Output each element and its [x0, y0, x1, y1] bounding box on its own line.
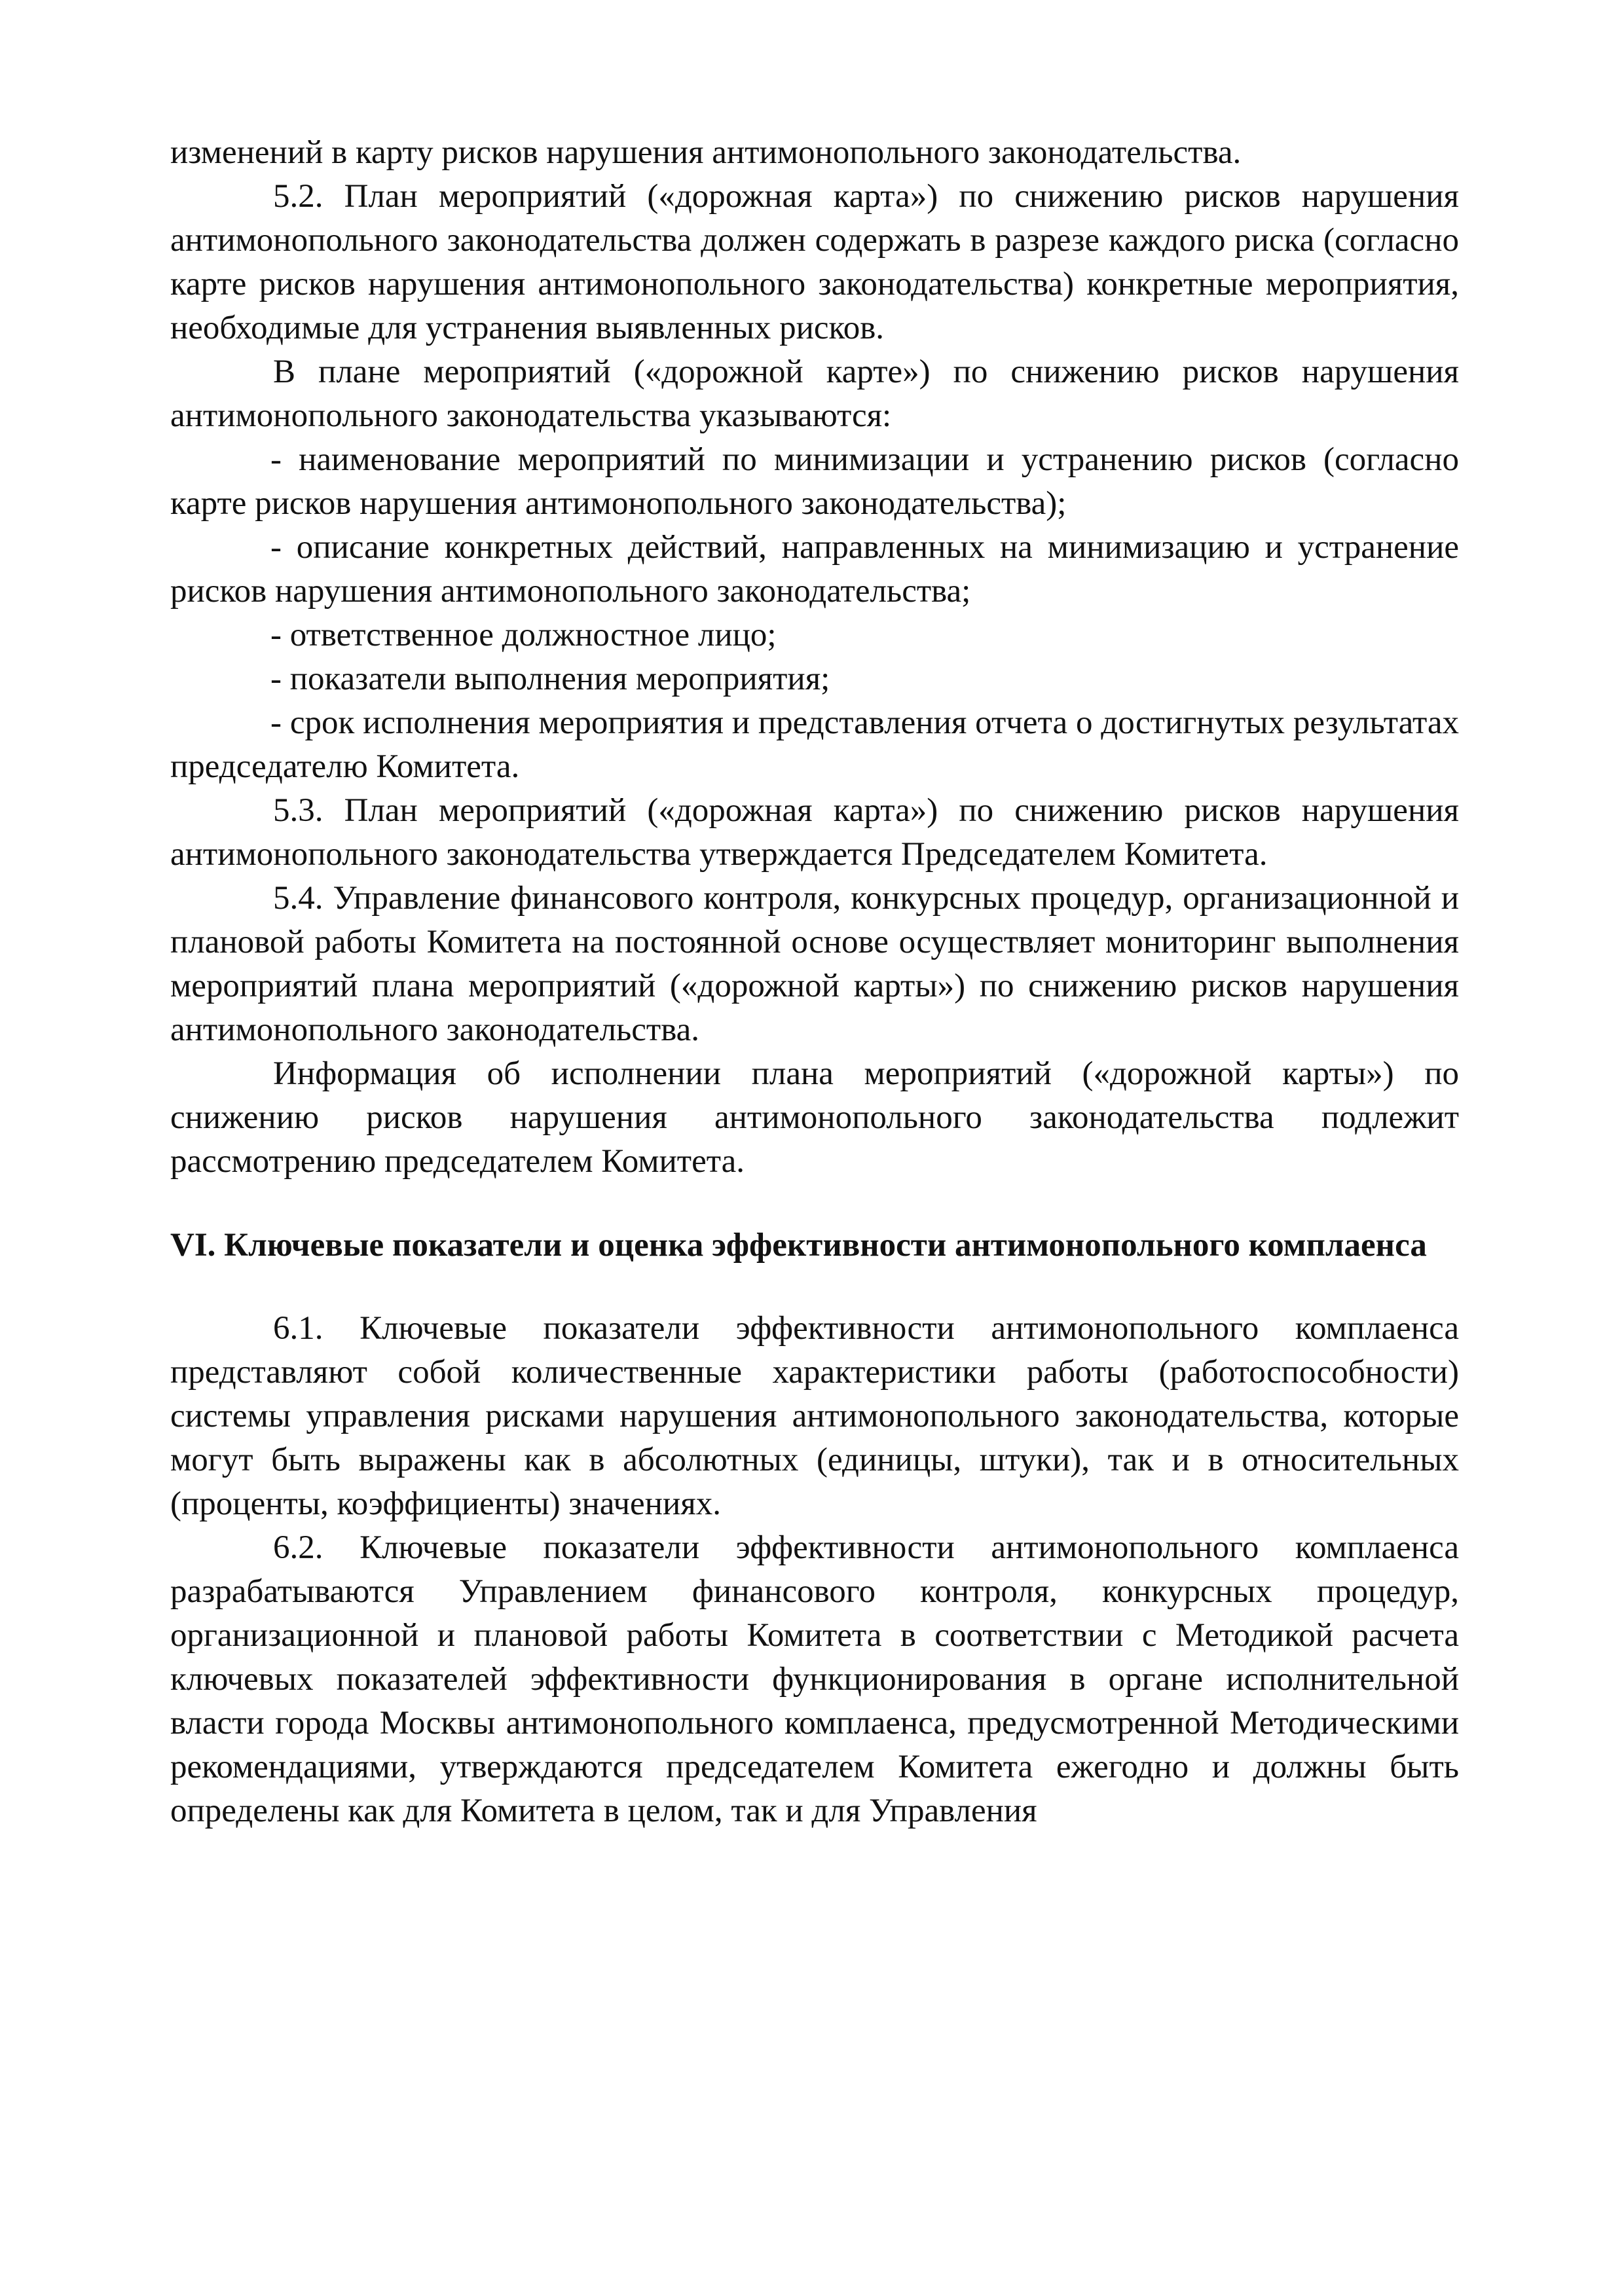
- list-item-performance-indicators: - показатели выполнения мероприятия;: [270, 661, 830, 697]
- paragraph-execution-info: Информация об исполнении плана мероприятий («дорожной карты») по снижению рисков нарушения антимонопольного законодательства подлежит рассмотрению председателем Комитета.: [170, 1055, 1459, 1180]
- list-item-measure-names: - наименование мероприятий по минимизации и устранению рисков (согласно карте рисков нарушения антимонопольного законодательства);: [170, 441, 1459, 522]
- paragraph-road-map-contents: В плане мероприятий («дорожной карте») по снижению рисков нарушения антимонопольного законодательства указываются:: [170, 354, 1459, 434]
- list-item-actions-description: - описание конкретных действий, направленных на минимизацию и устранение рисков нарушения антимонопольного законодательства;: [170, 529, 1459, 610]
- section-6-heading: VI. Ключевые показатели и оценка эффективности антимонопольного комплаенса: [170, 1227, 1427, 1264]
- document-page: [170, 131, 1459, 1833]
- paragraph-5-3: 5.3. План мероприятий («дорожная карта») по снижению рисков нарушения антимонопольного законодательства утверждается Председателем Комитета.: [170, 792, 1459, 873]
- paragraph-continuation: изменений в карту рисков нарушения антимонопольного законодательства.: [170, 134, 1242, 171]
- paragraph-6-1: 6.1. Ключевые показатели эффективности антимонопольного комплаенса представляют собой количественные характеристики работы (работоспособности) системы управления рисками нарушения антимонопольного законодательства, которые могут быть выражены как в абсолютных (единицы, штуки), так и в относительных (проценты, коэффициенты) значениях.: [170, 1310, 1459, 1522]
- paragraph-5-4: 5.4. Управление финансового контроля, конкурсных процедур, организационной и плановой работы Комитета на постоянной основе осуществляет мониторинг выполнения мероприятий плана мероприятий («дорожной карты») по снижению рисков нарушения антимонопольного законодательства.: [170, 880, 1459, 1048]
- paragraph-5-2: 5.2. План мероприятий («дорожная карта») по снижению рисков нарушения антимонопольного законодательства должен содержать в разрезе каждого риска (согласно карте рисков нарушения антимонопольного законодательства) конкретные мероприятия, необходимые для устранения выявленных рисков.: [170, 178, 1459, 346]
- list-item-responsible-official: - ответственное должностное лицо;: [270, 617, 777, 653]
- paragraph-6-2: 6.2. Ключевые показатели эффективности антимонопольного комплаенса разрабатываются Управлением финансового контроля, конкурсных процедур, организационной и плановой работы Комитета в соответствии с Методикой расчета ключевых показателей эффективности функционирования в органе исполнительной власти города Москвы антимонопольного комплаенса, предусмотренной Методическими рекомендациями, утверждаются председателем Комитета ежегодно и должны быть определены как для Комитета в целом, так и для Управления: [170, 1529, 1459, 1829]
- list-item-deadline: - срок исполнения мероприятия и представления отчета о достигнутых результатах председателю Комитета.: [170, 704, 1459, 785]
